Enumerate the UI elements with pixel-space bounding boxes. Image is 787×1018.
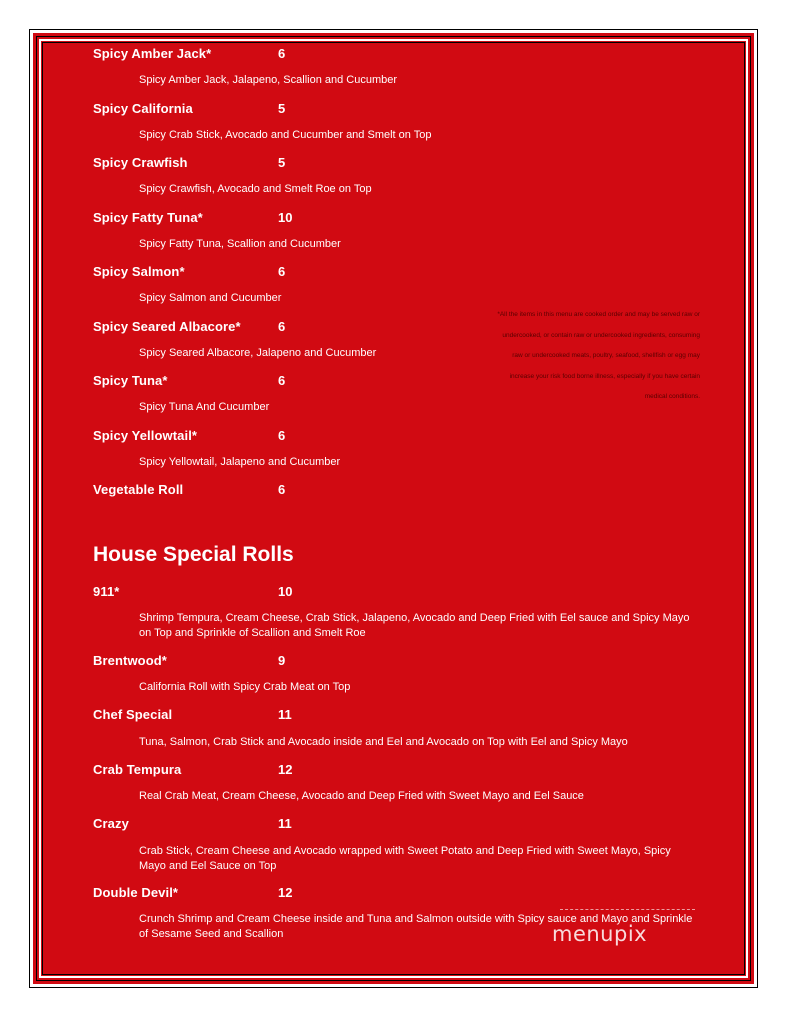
item-price: 6 (278, 482, 286, 497)
item-description: Tuna, Salmon, Crab Stick and Avocado inside and Eel and Avocado on Top with Eel and Spicy Mayo (139, 736, 628, 748)
item-price: 12 (278, 885, 293, 900)
item-price: 6 (278, 264, 286, 279)
item-price: 5 (278, 101, 286, 116)
item-name: Crazy (93, 816, 129, 831)
item-name: Crab Tempura (93, 762, 182, 777)
item-price: 6 (278, 373, 286, 388)
allergy-notice (450, 305, 700, 408)
item-name: Spicy Amber Jack* (93, 46, 212, 61)
item-price: 9 (278, 653, 286, 668)
item-name: Double Devil* (93, 885, 179, 900)
notice-line: medical conditions. (644, 393, 700, 401)
watermark-divider (560, 909, 695, 911)
notice-line: raw or undercooked meats, poultry, seafood, shellfish or egg may (512, 352, 700, 360)
item-name: Spicy Crawfish (93, 155, 188, 170)
notice-line: undercooked, or contain raw or undercooked ingredients, consuming (502, 331, 700, 339)
item-name: 911* (93, 584, 120, 599)
item-description: Spicy Seared Albacore, Jalapeno and Cucumber (139, 347, 377, 359)
item-price: 5 (278, 155, 286, 170)
item-name: Spicy Seared Albacore* (93, 319, 241, 334)
item-description: Spicy Crawfish, Avocado and Smelt Roe on Top (139, 183, 372, 195)
item-price: 10 (278, 584, 293, 599)
item-name: Vegetable Roll (93, 482, 184, 497)
item-price: 10 (278, 210, 293, 225)
notice-line: *All the items in this menu are cooked order and may be served raw or (497, 311, 700, 318)
item-description: Shrimp Tempura, Cream Cheese, Crab Stick, Jalapeno, Avocado and Deep Fried with Eel sauce and Spicy Mayo on Top and Sprinkle of Scallion and Smelt Roe (139, 612, 690, 639)
item-name: Spicy California (93, 101, 193, 116)
watermark: menupix (552, 922, 648, 946)
item-price: 12 (278, 762, 293, 777)
item-description: Spicy Crab Stick, Avocado and Cucumber and Smelt on Top (139, 129, 432, 141)
item-name: Spicy Salmon* (93, 264, 185, 279)
item-price: 11 (278, 707, 292, 722)
item-description: California Roll with Spicy Crab Meat on Top (139, 681, 351, 693)
item-name: Brentwood* (93, 653, 167, 668)
item-name: Spicy Yellowtail* (93, 428, 198, 443)
item-description: Spicy Tuna And Cucumber (139, 401, 270, 413)
notice-line: increase your risk food borne illness, especially if you have certain (509, 372, 700, 380)
item-description: Spicy Amber Jack, Jalapeno, Scallion and Cucumber (139, 74, 398, 86)
item-price: 6 (278, 428, 286, 443)
item-description: Crab Stick, Cream Cheese and Avocado wrapped with Sweet Potato and Deep Fried with Sweet Mayo, Spicy Mayo and Eel Sauce on Top (139, 845, 671, 872)
item-name: Spicy Tuna* (93, 373, 168, 388)
item-name: Spicy Fatty Tuna* (93, 210, 203, 225)
item-description: Real Crab Meat, Cream Cheese, Avocado and Deep Fried with Sweet Mayo and Eel Sauce (139, 790, 584, 802)
item-description: Spicy Fatty Tuna, Scallion and Cucumber (139, 238, 341, 250)
item-price: 6 (278, 46, 286, 61)
item-price: 11 (278, 816, 292, 831)
item-price: 6 (278, 319, 286, 334)
item-description: Spicy Salmon and Cucumber (139, 292, 282, 304)
item-name: Chef Special (93, 707, 173, 722)
item-description: Crunch Shrimp and Cream Cheese inside and Tuna and Salmon outside with Spicy sauce and Mayo and Sprinkle of Sesame Seed and Scallion (139, 913, 693, 940)
section-title: House Special Rolls (93, 543, 294, 566)
item-description: Spicy Yellowtail, Jalapeno and Cucumber (139, 456, 341, 468)
